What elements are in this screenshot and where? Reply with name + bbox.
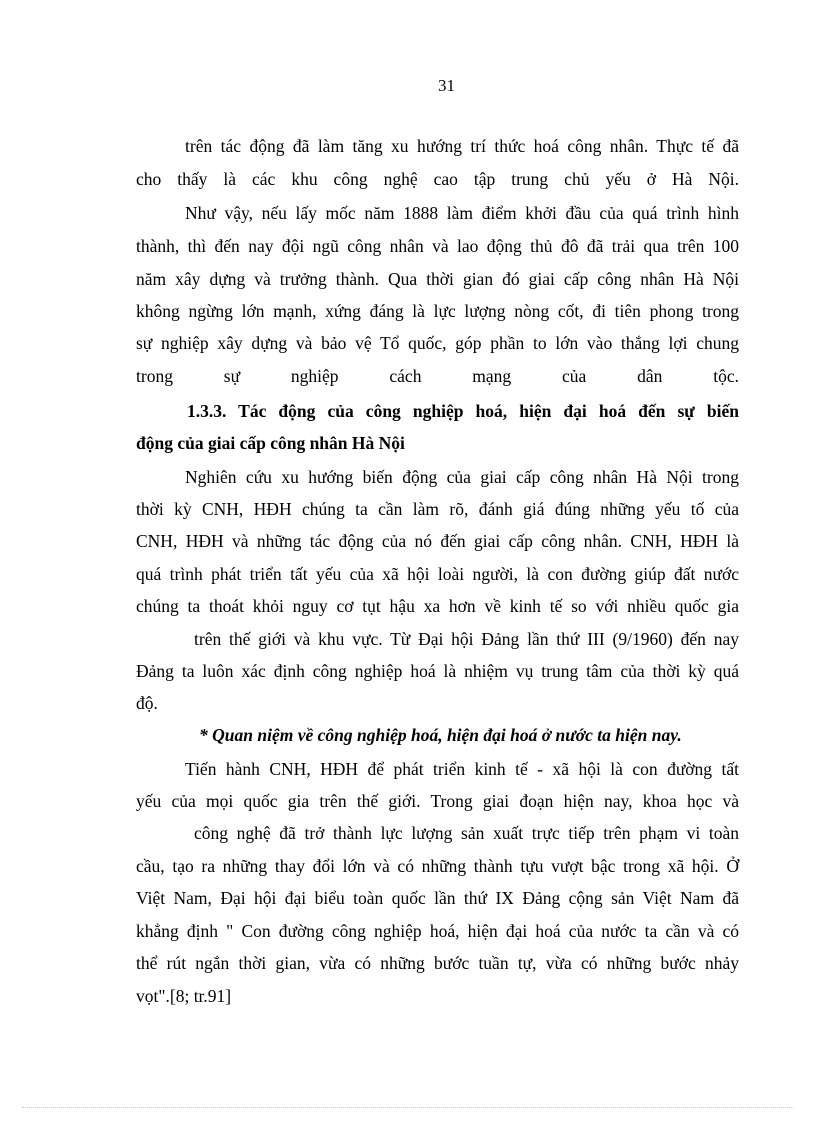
text-line: công nghệ đã trở thành lực lượng sản xuất trực tiếp trên phạm vi toàn bbox=[194, 823, 739, 843]
text-line: thể rút ngắn thời gian, vừa có những bước tuần tự, vừa có những bước nhảy bbox=[136, 953, 739, 973]
page-bottom-rule bbox=[22, 1107, 794, 1108]
text-line: khẳng định " Con đường công nghiệp hoá, hiện đại hoá của nước ta cần và có bbox=[136, 921, 739, 941]
text-line: trong sự nghiệp cách mạng của dân tộc. bbox=[136, 366, 739, 386]
section-heading: động của giai cấp công nhân Hà Nội bbox=[136, 433, 405, 453]
text-line: Việt Nam, Đại hội đại biểu toàn quốc lần thứ IX Đảng cộng sản Việt Nam đã bbox=[136, 888, 739, 908]
text-line: Đảng ta luôn xác định công nghiệp hoá là nhiệm vụ trung tâm của thời kỳ quá bbox=[136, 661, 739, 681]
text-line: trên thế giới và khu vực. Từ Đại hội Đảng lần thứ III (9/1960) đến nay bbox=[194, 629, 739, 649]
text-line: cho thấy là các khu công nghệ cao tập trung chủ yếu ở Hà Nội. bbox=[136, 169, 739, 189]
text-line: độ. bbox=[136, 693, 158, 713]
section-heading: 1.3.3. Tác động của công nghiệp hoá, hiện đại hoá đến sự biến bbox=[187, 401, 739, 421]
text-line: năm xây dựng và trưởng thành. Qua thời gian đó giai cấp công nhân Hà Nội bbox=[136, 269, 739, 289]
text-line: vọt".[8; tr.91] bbox=[136, 986, 232, 1006]
text-line: sự nghiệp xây dựng và bảo vệ Tổ quốc, góp phần to lớn vào thắng lợi chung bbox=[136, 333, 739, 353]
text-line: Nghiên cứu xu hướng biến động của giai cấp công nhân Hà Nội trong bbox=[185, 467, 739, 487]
text-line: Tiến hành CNH, HĐH để phát triển kinh tế - xã hội là con đường tất bbox=[185, 759, 739, 779]
text-line: không ngừng lớn mạnh, xứng đáng là lực lượng nòng cốt, đi tiên phong trong bbox=[136, 301, 739, 321]
page-number: 31 bbox=[438, 76, 455, 95]
text-line: thời kỳ CNH, HĐH chúng ta cần làm rõ, đánh giá đúng những yếu tố của bbox=[136, 499, 739, 519]
text-line: yếu của mọi quốc gia trên thế giới. Trong giai đoạn hiện nay, khoa học và bbox=[136, 791, 739, 811]
text-line: CNH, HĐH và những tác động của nó đến giai cấp công nhân. CNH, HĐH là bbox=[136, 531, 739, 551]
text-line: thành, thì đến nay đội ngũ công nhân và lao động thủ đô đã trải qua trên 100 bbox=[136, 236, 739, 256]
subheading: * Quan niệm về công nghiệp hoá, hiện đại hoá ở nước ta hiện nay. bbox=[199, 725, 682, 745]
text-line: cầu, tạo ra những thay đổi lớn và có những thành tựu vượt bậc trong xã hội. Ở bbox=[136, 856, 739, 876]
text-line: chúng ta thoát khỏi nguy cơ tụt hậu xa hơn về kinh tế so với nhiều quốc gia bbox=[136, 596, 739, 616]
text-line: trên tác động đã làm tăng xu hướng trí thức hoá công nhân. Thực tế đã bbox=[185, 136, 739, 156]
text-line: Như vậy, nếu lấy mốc năm 1888 làm điểm khởi đầu của quá trình hình bbox=[185, 203, 739, 223]
text-line: quá trình phát triển tất yếu của xã hội loài người, là con đường giúp đất nước bbox=[136, 564, 739, 584]
